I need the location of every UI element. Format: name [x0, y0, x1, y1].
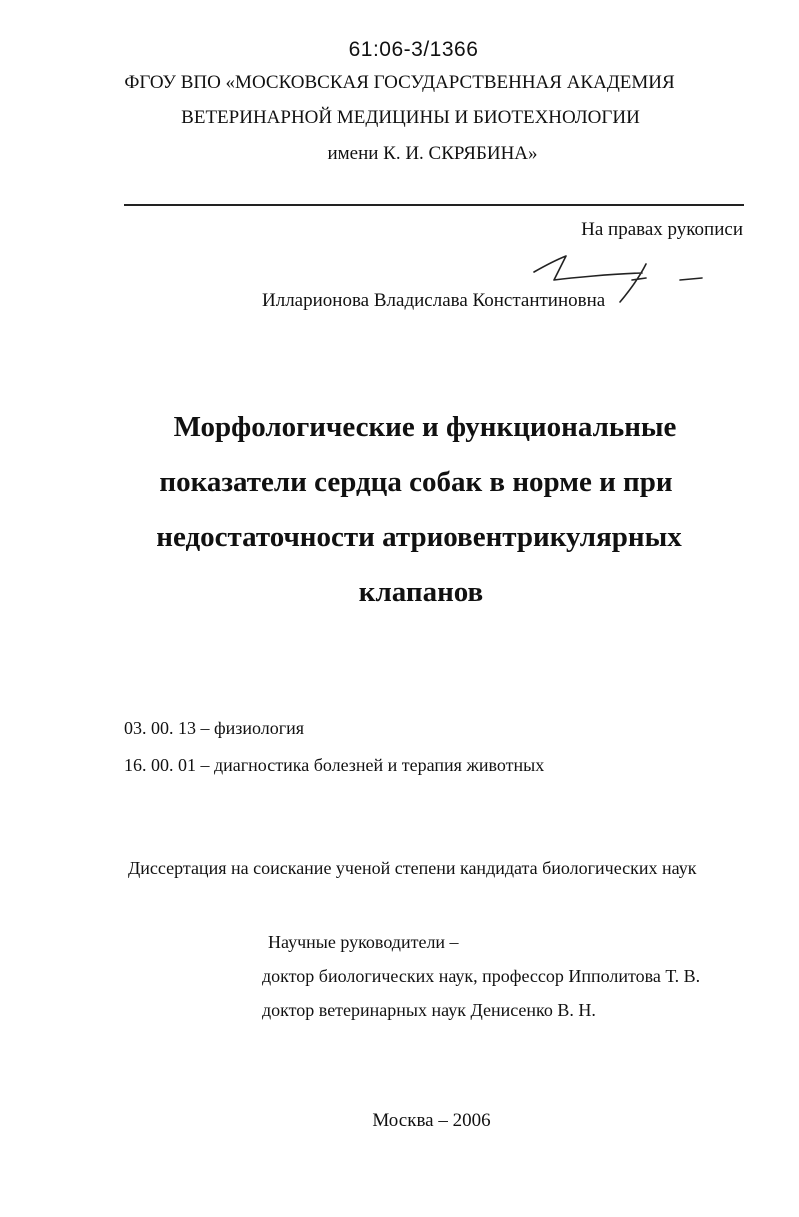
institution-line-2: ВЕТЕРИНАРНОЙ МЕДИЦИНЫ И БИОТЕХНОЛОГИИ	[181, 107, 640, 128]
catalog-number: 61:06-3/1366	[348, 38, 479, 61]
specialty-1: 03. 00. 13 – физиология	[124, 718, 305, 738]
degree-statement: Диссертация на соискание ученой степени кандидата биологических наук	[128, 858, 697, 878]
title-line-4: клапанов	[358, 576, 484, 608]
dissertation-title	[0, 400, 799, 620]
supervisors-heading: Научные руководители –	[268, 932, 459, 952]
city-year: Москва – 2006	[372, 1110, 491, 1131]
specialty-2: 16. 00. 01 – диагностика болезней и терапия животных	[124, 755, 545, 775]
supervisor-1: доктор биологических наук, профессор Ипполитова Т. В.	[262, 966, 701, 986]
title-line-2: показатели сердца собак в норме и при	[159, 466, 673, 498]
title-line-3: недостаточности атриовентрикулярных	[156, 521, 682, 553]
author-name: Илларионова Владислава Константиновна	[262, 290, 606, 311]
supervisor-2: доктор ветеринарных наук Денисенко В. Н.	[262, 1000, 596, 1020]
institution-line-1: ФГОУ ВПО «МОСКОВСКАЯ ГОСУДАРСТВЕННАЯ АКАДЕМИЯ	[124, 72, 675, 93]
rights-note: На правах рукописи	[581, 219, 743, 240]
institution-line-3: имени К. И. СКРЯБИНА»	[327, 143, 538, 164]
title-line-1: Морфологические и функциональные	[173, 411, 677, 443]
header-divider	[124, 204, 744, 206]
